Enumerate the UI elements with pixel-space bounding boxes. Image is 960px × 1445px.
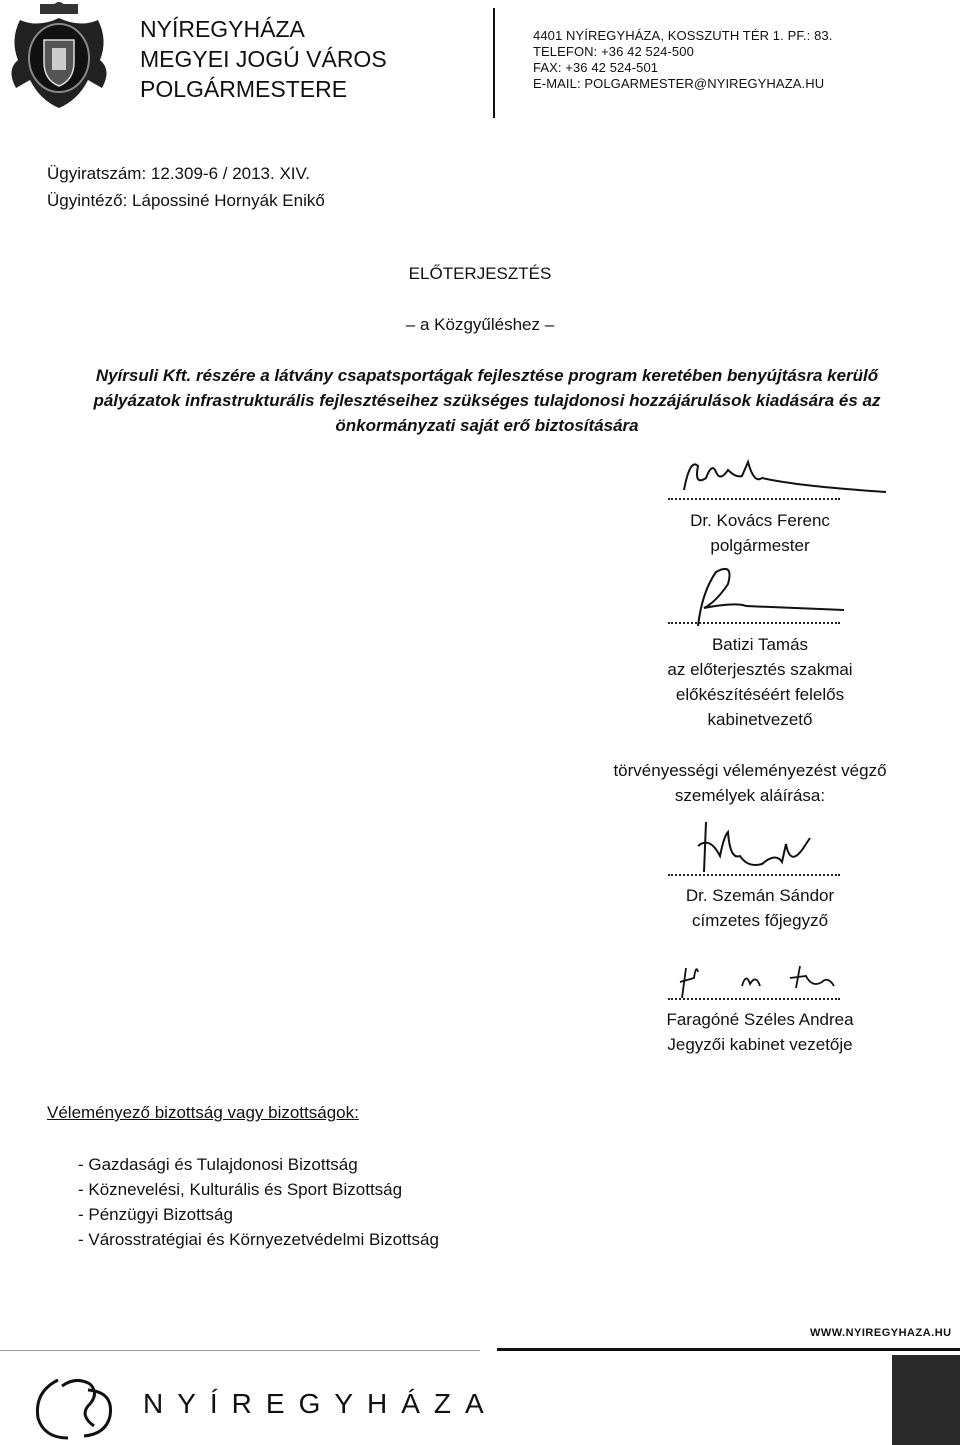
preparer-role-2: előkészítéséért felelős bbox=[675, 685, 845, 704]
footer-rule-left bbox=[0, 1350, 480, 1351]
issuer-line-2: MEGYEI JOGÚ VÁROS bbox=[140, 46, 387, 72]
preparer-role-1: az előterjesztés szakmai bbox=[667, 660, 853, 679]
legal-review-heading bbox=[590, 758, 910, 808]
committees-list bbox=[78, 1152, 439, 1252]
mayor-signature bbox=[676, 448, 896, 498]
mayor-signature-line bbox=[668, 498, 840, 500]
address-line: 4401 NYÍREGYHÁZA, KOSSZUTH TÉR 1. PF.: 83. bbox=[533, 28, 833, 43]
notary-signature bbox=[690, 816, 840, 878]
cabinet-block bbox=[600, 1007, 920, 1057]
issuer-line-1: NYÍREGYHÁZA bbox=[140, 16, 305, 42]
list-item: - Pénzügyi Bizottság bbox=[78, 1205, 233, 1224]
cabinet-title: Jegyzői kabinet vezetője bbox=[667, 1035, 853, 1054]
city-crest-icon bbox=[0, 0, 118, 110]
mayor-name: Dr. Kovács Ferenc bbox=[690, 511, 830, 530]
fax-line: FAX: +36 42 524-501 bbox=[533, 60, 659, 75]
notary-title: címzetes főjegyző bbox=[691, 911, 829, 930]
list-item: - Köznevelési, Kulturális és Sport Bizottság bbox=[78, 1180, 403, 1199]
contact-block bbox=[533, 28, 832, 92]
case-officer: Ügyintéző: Lápossiné Hornyák Enikő bbox=[47, 191, 325, 210]
preparer-signature-line bbox=[668, 622, 840, 624]
preparer-name: Batizi Tamás bbox=[711, 635, 809, 654]
committees-heading: Véleményező bizottság vagy bizottságok: bbox=[47, 1103, 359, 1122]
city-logo-icon bbox=[28, 1372, 123, 1442]
legal-review-line-1: törvényességi véleményezést végző bbox=[613, 761, 887, 780]
notary-signature-line bbox=[668, 874, 840, 876]
footer-city-name: NYÍREGYHÁZA bbox=[143, 1388, 498, 1419]
email-line: E-MAIL: POLGARMESTER@NYIREGYHAZA.HU bbox=[533, 76, 825, 91]
issuer-name bbox=[140, 14, 387, 104]
document-title: ELŐTERJESZTÉS bbox=[408, 264, 552, 283]
mayor-block bbox=[600, 508, 920, 558]
document-subtitle: – a Közgyűléshez – bbox=[405, 315, 555, 334]
notary-block bbox=[600, 883, 920, 933]
preparer-block bbox=[600, 632, 920, 732]
footer-rule-right bbox=[497, 1348, 960, 1351]
file-meta bbox=[47, 160, 325, 214]
mayor-title: polgármester bbox=[710, 536, 810, 555]
footer-url: WWW.NYIREGYHAZA.HU bbox=[810, 1327, 952, 1339]
notary-name: Dr. Szemán Sándor bbox=[685, 886, 835, 905]
issuer-line-3: POLGÁRMESTERE bbox=[140, 76, 348, 102]
list-item: - Városstratégiai és Környezetvédelmi Bizottság bbox=[78, 1230, 439, 1249]
document-subject: Nyírsuli Kft. részére a látvány csapatsportágak fejlesztése program keretében benyújtásra kerülő pályázatok infrastrukturális fejlesztéseihez szükséges tulajdonosi hozzájárulások kiadására és az önkormányzati saját erő biztosítására bbox=[93, 366, 881, 435]
preparer-signature bbox=[676, 562, 856, 628]
list-item: - Gazdasági és Tulajdonosi Bizottság bbox=[78, 1155, 358, 1174]
phone-line: TELEFON: +36 42 524-500 bbox=[533, 44, 694, 59]
cabinet-signature-line bbox=[668, 998, 840, 1000]
header-divider bbox=[493, 8, 495, 118]
legal-review-line-2: személyek aláírása: bbox=[674, 786, 826, 805]
cabinet-name: Faragóné Széles Andrea bbox=[666, 1010, 854, 1029]
footer-decoration bbox=[892, 1355, 960, 1445]
file-number: Ügyiratszám: 12.309-6 / 2013. XIV. bbox=[47, 164, 311, 183]
preparer-role-3: kabinetvezető bbox=[707, 710, 813, 729]
